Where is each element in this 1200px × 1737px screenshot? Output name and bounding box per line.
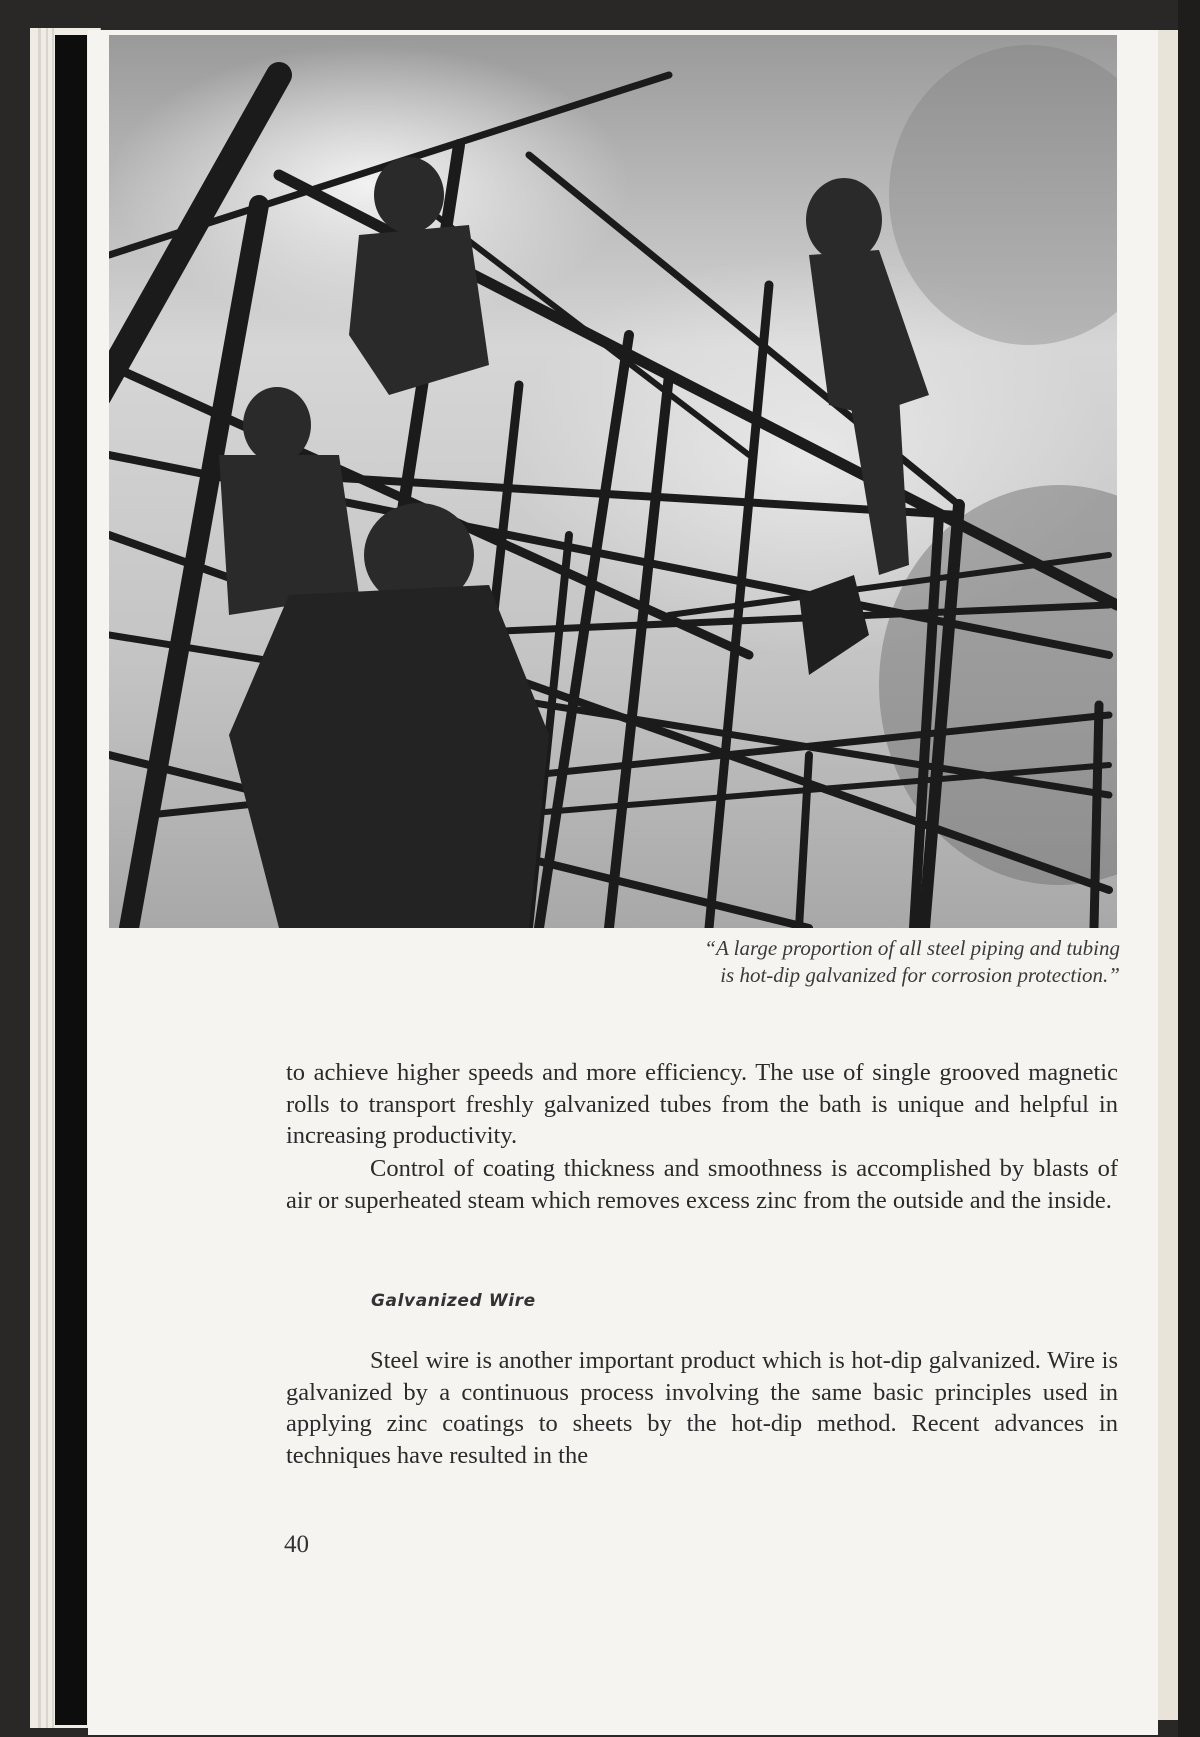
caption-line-2: is hot-dip galvanized for corrosion protection.” [720,963,1120,987]
caption-line-1: “A large proportion of all steel piping and tubing [704,936,1120,960]
paragraph-galvanized-wire [286,1345,1118,1471]
playground-photo [109,35,1117,928]
photo-caption [500,935,1120,989]
section-heading: Galvanized Wire [371,1291,536,1311]
next-page-edge [1158,30,1178,1720]
binding-shadow [55,35,87,1725]
background-edge [1178,0,1200,1737]
page-number: 40 [284,1531,309,1558]
paragraph-text: Steel wire is another important product which is hot-dip galvanized. Wire is galvanized by a continuous process involving the same basic principles used in applying zinc coatings to sheets by the hot-dip method. Recent advances in techniques have resulted in the [286,1347,1118,1469]
paragraph-coating-control [286,1153,1118,1216]
paragraph-continuation [286,1057,1118,1152]
paragraph-text: to achieve higher speeds and more efficiency. The use of single grooved magnetic rolls to transport freshly galvanized tubes from the bath is unique and helpful in increasing productivity. [286,1059,1118,1149]
paragraph-text: Control of coating thickness and smoothness is accomplished by blasts of air or superheated steam which removes excess zinc from the outside and the inside. [286,1155,1118,1214]
jungle-gym-illustration [109,35,1117,928]
